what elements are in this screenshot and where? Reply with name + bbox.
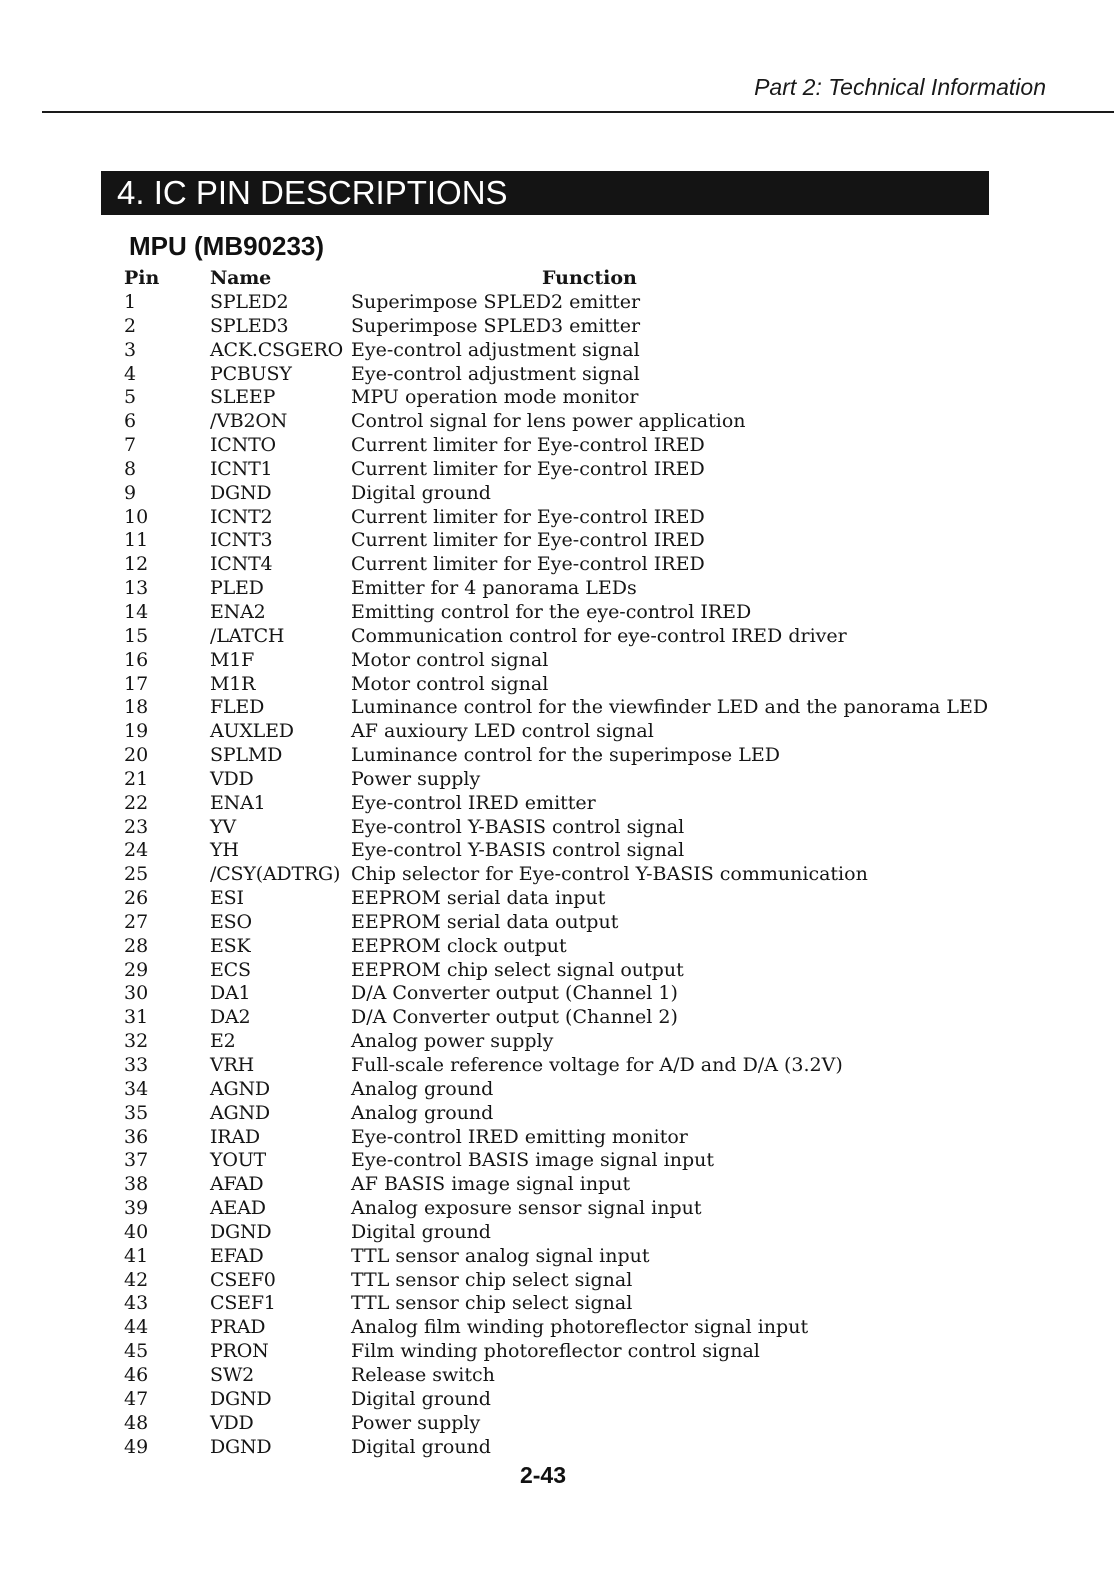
table-row [124,1054,1004,1078]
name-cell: E2 [210,1030,236,1053]
name-cell: ICNT4 [210,553,273,576]
table-row [124,1173,1004,1197]
pin-cell: 21 [124,767,149,790]
pin-cell: 24 [124,839,149,862]
name-cell: M1F [210,648,255,671]
pin-cell: 2 [124,314,137,337]
table-row [124,1269,1004,1293]
name-cell: ESO [210,910,252,933]
table-row [124,1078,1004,1102]
table-row [124,1006,1004,1030]
pin-cell: 37 [124,1149,149,1172]
pin-cell: 22 [124,791,149,814]
function-cell: TTL sensor chip select signal [351,1268,633,1291]
section-heading-band [101,171,989,215]
function-cell: TTL sensor analog signal input [351,1244,650,1267]
column-header-pin: Pin [124,267,160,289]
table-row [124,1126,1004,1150]
function-cell: Superimpose SPLED3 emitter [351,314,641,337]
name-cell: VDD [210,767,254,790]
table-row [124,1102,1004,1126]
table-row [124,1245,1004,1269]
header-rule [42,111,1114,113]
name-cell: SW2 [210,1363,255,1386]
name-cell: ESI [210,887,244,910]
name-cell: IRAD [210,1125,260,1148]
subsection-title: MPU (MB90233) [129,231,325,261]
pin-cell: 18 [124,696,149,719]
name-cell: /LATCH [210,624,285,647]
function-cell: Eye-control Y-BASIS control signal [351,815,685,838]
name-cell: EFAD [210,1244,264,1267]
pin-cell: 13 [124,577,149,600]
pin-cell: 32 [124,1030,149,1053]
table-row [124,1388,1004,1412]
table-row [124,887,1004,911]
pin-cell: 44 [124,1316,149,1339]
pin-cell: 14 [124,600,149,623]
name-cell: PLED [210,577,264,600]
name-cell: SLEEP [210,386,276,409]
function-cell: EEPROM chip select signal output [351,958,684,981]
function-cell: EEPROM serial data output [351,910,619,933]
pin-cell: 33 [124,1054,149,1076]
running-header: Part 2: Technical Information [754,74,1046,100]
function-cell: Current limiter for Eye-control IRED [351,529,705,552]
function-cell: Emitter for 4 panorama LEDs [351,577,637,600]
name-cell: AEAD [210,1197,266,1220]
section-title: 4. IC PIN DESCRIPTIONS [117,174,508,211]
name-cell: DGND [210,1220,272,1243]
name-cell: YH [210,839,239,862]
table-row [124,673,1004,697]
function-cell: Current limiter for Eye-control IRED [351,457,705,480]
pin-cell: 12 [124,553,149,576]
function-cell: Power supply [351,767,481,790]
pin-cell: 11 [124,529,149,552]
table-row [124,315,1004,339]
function-cell: Eye-control IRED emitting monitor [351,1125,688,1148]
name-cell: CSEF0 [210,1268,276,1291]
function-cell: Motor control signal [351,648,549,671]
function-cell: Chip selector for Eye-control Y-BASIS communication [351,863,868,886]
pin-cell: 5 [124,386,137,409]
table-row [124,625,1004,649]
name-cell: AUXLED [210,720,294,743]
function-cell: Current limiter for Eye-control IRED [351,553,705,576]
function-cell: EEPROM serial data input [351,887,606,910]
function-cell: Superimpose SPLED2 emitter [351,291,641,313]
function-cell: Current limiter for Eye-control IRED [351,505,705,528]
function-cell: Analog ground [351,1077,494,1100]
pin-cell: 23 [124,815,149,838]
name-cell: SPLED3 [210,314,289,337]
pin-cell: 31 [124,1006,149,1029]
pin-cell: 47 [124,1387,149,1410]
table-row [124,339,1004,363]
name-cell: ENA1 [210,791,266,814]
column-header-name: Name [210,267,272,289]
function-cell: EEPROM clock output [351,934,567,957]
name-cell: FLED [210,696,265,719]
function-cell: D/A Converter output (Channel 2) [351,1006,678,1029]
table-row [124,1316,1004,1340]
function-cell: Analog film winding photoreflector signal input [351,1316,809,1339]
function-cell: Full-scale reference voltage for A/D and D/A (3.2V) [351,1054,843,1076]
function-cell: Digital ground [351,1387,491,1410]
table-row [124,506,1004,530]
name-cell: ESK [210,934,251,957]
pin-cell: 10 [124,505,149,528]
table-row [124,363,1004,387]
table-row [124,863,1004,887]
function-cell: Luminance control for the superimpose LED [351,744,780,767]
table-row [124,935,1004,959]
pin-cell: 26 [124,887,149,910]
pin-cell: 30 [124,982,149,1005]
pin-cell: 41 [124,1244,149,1267]
table-body [124,291,1004,1459]
pin-cell: 42 [124,1268,149,1291]
pin-cell: 39 [124,1197,149,1220]
pin-cell: 16 [124,648,149,671]
pin-cell: 38 [124,1173,149,1196]
table-row [124,720,1004,744]
function-cell: Emitting control for the eye-control IRED [351,600,752,623]
name-cell: AGND [210,1101,270,1124]
name-cell: PRAD [210,1316,266,1339]
name-cell: PRON [210,1340,269,1363]
pin-cell: 43 [124,1292,149,1315]
table-row [124,1221,1004,1245]
table-row [124,1340,1004,1364]
pin-cell: 7 [124,434,137,457]
table-row [124,649,1004,673]
pin-cell: 29 [124,958,149,981]
page-number: 2-43 [519,1462,567,1488]
table-row [124,482,1004,506]
pin-cell: 20 [124,744,149,767]
table-row [124,816,1004,840]
pin-cell: 40 [124,1220,149,1243]
column-header-function: Function [542,267,637,289]
name-cell: YV [210,815,236,838]
name-cell: ICNT1 [210,457,273,480]
name-cell: DA1 [210,982,251,1005]
function-cell: AF BASIS image signal input [351,1173,631,1196]
name-cell: /CSY(ADTRG) [210,863,341,886]
table-row [124,577,1004,601]
name-cell: M1R [210,672,256,695]
table-row [124,839,1004,863]
pin-cell: 3 [124,338,137,361]
name-cell: ECS [210,958,251,981]
name-cell: SPLED2 [210,291,289,313]
table-row [124,982,1004,1006]
function-cell: Eye-control IRED emitter [351,791,596,814]
function-cell: TTL sensor chip select signal [351,1292,633,1315]
table-row [124,1412,1004,1436]
function-cell: Analog ground [351,1101,494,1124]
name-cell: AFAD [210,1173,264,1196]
table-row [124,553,1004,577]
name-cell: DGND [210,481,272,504]
function-cell: Eye-control BASIS image signal input [351,1149,715,1172]
name-cell: CSEF1 [210,1292,276,1315]
function-cell: Control signal for lens power application [351,410,746,433]
table-row [124,1364,1004,1388]
table-row [124,1436,1004,1460]
name-cell: DA2 [210,1006,251,1029]
pin-cell: 45 [124,1340,149,1363]
pin-cell: 1 [124,291,137,313]
function-cell: Digital ground [351,1220,491,1243]
table-row [124,386,1004,410]
table-row [124,410,1004,434]
pin-cell: 36 [124,1125,149,1148]
table-row [124,696,1004,720]
pin-cell: 6 [124,410,137,433]
function-cell: Power supply [351,1411,481,1434]
table-row [124,1292,1004,1316]
function-cell: Eye-control Y-BASIS control signal [351,839,685,862]
function-cell: Luminance control for the viewfinder LED and the panorama LED [351,696,989,719]
function-cell: Digital ground [351,481,491,504]
function-cell: Current limiter for Eye-control IRED [351,434,705,457]
pin-cell: 35 [124,1101,149,1124]
function-cell: AF auxioury LED control signal [351,720,654,743]
name-cell: AGND [210,1077,270,1100]
table-row [124,959,1004,983]
table-row [124,744,1004,768]
pin-cell: 8 [124,457,137,480]
function-cell: Analog exposure sensor signal input [351,1197,702,1220]
function-cell: Digital ground [351,1435,491,1458]
name-cell: PCBUSY [210,362,292,385]
table-row [124,529,1004,553]
pin-cell: 27 [124,910,149,933]
name-cell: DGND [210,1435,272,1458]
pin-cell: 28 [124,934,149,957]
pin-cell: 49 [124,1435,149,1458]
pin-cell: 46 [124,1363,149,1386]
pin-cell: 17 [124,672,149,695]
pin-cell: 48 [124,1411,149,1434]
function-cell: Release switch [351,1363,495,1386]
name-cell: VDD [210,1411,254,1434]
table-row [124,1030,1004,1054]
table-row [124,911,1004,935]
name-cell: ACK.CSGERO [210,338,343,361]
name-cell: ICNT3 [210,529,273,552]
function-cell: D/A Converter output (Channel 1) [351,982,678,1005]
pin-cell: 4 [124,362,137,385]
name-cell: DGND [210,1387,272,1410]
function-cell: Analog power supply [351,1030,554,1053]
pin-description-table [124,266,1004,1459]
table-row [124,291,1004,315]
name-cell: /VB2ON [210,410,288,433]
function-cell: MPU operation mode monitor [351,386,639,409]
pin-cell: 25 [124,863,149,886]
function-cell: Film winding photoreflector control signal [351,1340,760,1363]
table-row [124,792,1004,816]
function-cell: Eye-control adjustment signal [351,362,640,385]
function-cell: Eye-control adjustment signal [351,338,640,361]
function-cell: Communication control for eye-control IRED driver [351,624,847,647]
table-row [124,1149,1004,1173]
pin-cell: 9 [124,481,137,504]
pin-cell: 19 [124,720,149,743]
name-cell: ICNTO [210,434,276,457]
table-header-row [124,266,1004,291]
name-cell: YOUT [210,1149,267,1172]
name-cell: VRH [210,1054,254,1076]
pin-cell: 34 [124,1077,149,1100]
name-cell: ENA2 [210,600,266,623]
function-cell: Motor control signal [351,672,549,695]
table-row [124,1197,1004,1221]
table-row [124,768,1004,792]
name-cell: SPLMD [210,744,283,767]
name-cell: ICNT2 [210,505,273,528]
pin-cell: 15 [124,624,149,647]
table-row [124,601,1004,625]
table-row [124,458,1004,482]
table-row [124,434,1004,458]
